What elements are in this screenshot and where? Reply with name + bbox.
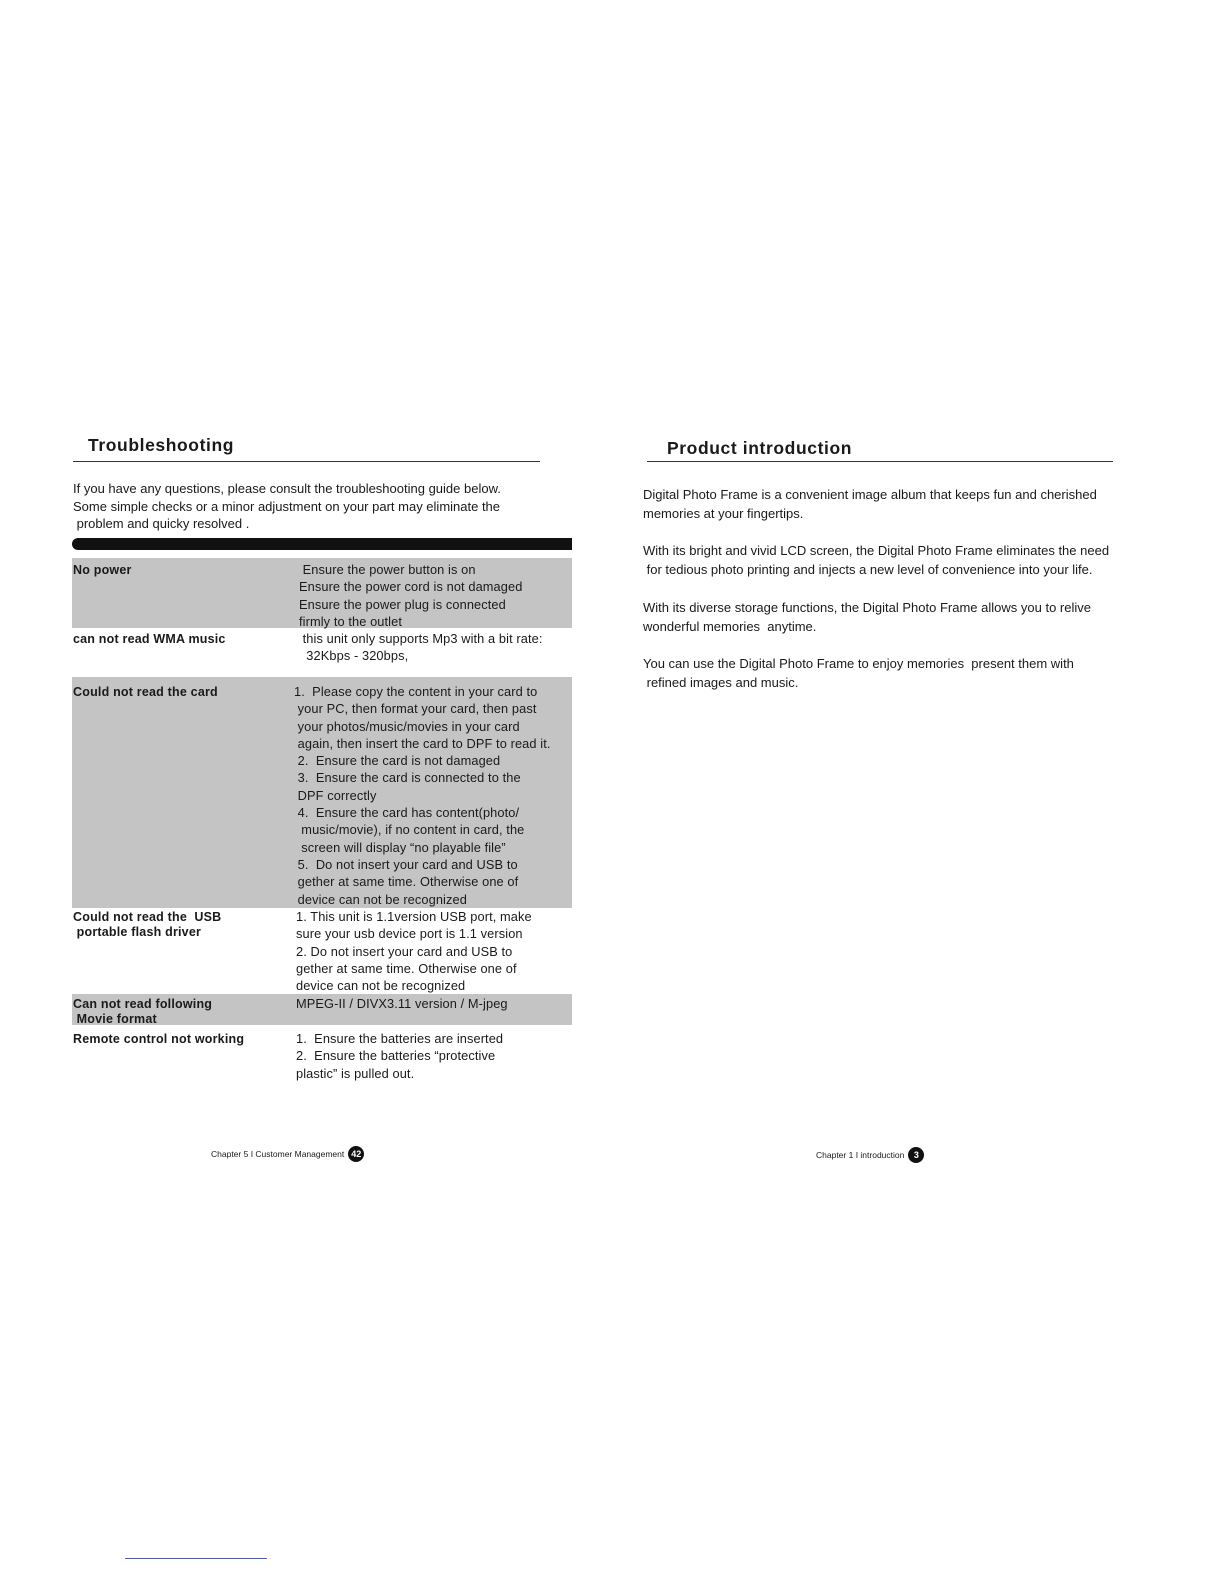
intro-paragraph — [643, 598, 1091, 636]
problem-cell — [73, 910, 221, 939]
page-number-badge: 3 — [908, 1147, 924, 1163]
page-footer-right — [816, 1147, 924, 1163]
problem-text: can not read WMA music — [73, 632, 226, 646]
paragraph-line: refined images and music. — [643, 675, 799, 690]
problem-text: Could not read the USB — [73, 910, 222, 924]
solution-line: 1. Please copy the content in your card to — [294, 684, 538, 699]
solution-line: 2. Ensure the batteries “protective — [296, 1048, 496, 1064]
solution-line: music/movie), if no content in card, the — [294, 822, 525, 838]
problem-cell — [73, 632, 226, 647]
problem-text: Can not read following — [73, 997, 213, 1011]
problem-cell — [73, 685, 218, 700]
intro-paragraph — [643, 654, 1074, 692]
solution-line: 1. Ensure the batteries are inserted — [296, 1031, 504, 1046]
problem-cell — [73, 997, 212, 1026]
title-underline — [647, 461, 1113, 462]
page-title-product-introduction: Product introduction — [667, 438, 853, 458]
troubleshooting-intro — [73, 480, 501, 533]
table-row — [72, 677, 572, 908]
paragraph-line: You can use the Digital Photo Frame to enjoy memories present them with — [643, 656, 1074, 671]
problem-cell — [73, 1032, 244, 1047]
solution-line: 2. Ensure the card is not damaged — [294, 753, 501, 769]
solution-line: Ensure the power cord is not damaged — [299, 579, 523, 595]
table-row — [72, 994, 572, 1025]
intro-line: problem and quicky resolved . — [73, 516, 250, 531]
paragraph-line: With its bright and vivid LCD screen, the Digital Photo Frame eliminates the need — [643, 543, 1110, 558]
table-row — [72, 1025, 572, 1085]
solution-line: this unit only supports Mp3 with a bit rate: — [299, 631, 543, 646]
solution-line: 1. This unit is 1.1version USB port, make — [296, 909, 532, 924]
intro-line: If you have any questions, please consult the troubleshooting guide below. — [73, 481, 501, 496]
solution-line: device can not be recognized — [296, 978, 466, 994]
solution-cell — [296, 995, 508, 1012]
table-row — [72, 628, 572, 677]
solution-line: firmly to the outlet — [299, 613, 402, 629]
footer-chapter-text: Chapter 1 I introduction — [816, 1150, 905, 1160]
solution-line: Ensure the power plug is connected — [299, 596, 506, 612]
problem-text: portable flash driver — [73, 924, 202, 939]
paragraph-line: for tedious photo printing and injects a new level of convenience into your life. — [643, 562, 1093, 577]
solution-line: 4. Ensure the card has content(photo/ — [294, 805, 520, 821]
solution-line: Ensure the power button is on — [299, 562, 476, 577]
solution-line: sure your usb device port is 1.1 version — [296, 926, 523, 942]
intro-paragraph — [643, 485, 1097, 523]
intro-line: Some simple checks or a minor adjustment on your part may eliminate the — [73, 498, 501, 514]
paragraph-line: Digital Photo Frame is a convenient image album that keeps fun and cherished — [643, 487, 1097, 502]
bottom-link-underline — [125, 1558, 267, 1559]
table-row — [72, 558, 572, 628]
paragraph-line: memories at your fingertips. — [643, 506, 804, 521]
solution-cell — [299, 630, 543, 665]
solution-cell — [299, 561, 522, 630]
solution-line: 3. Ensure the card is connected to the — [294, 770, 521, 786]
solution-line: again, then insert the card to DPF to read it. — [294, 735, 551, 751]
page-footer-left — [211, 1146, 364, 1162]
problem-cell — [73, 563, 132, 578]
solution-line: device can not be recognized — [294, 891, 467, 907]
solution-line: DPF correctly — [294, 787, 377, 803]
page-number-badge: 42 — [348, 1146, 364, 1162]
solution-line: MPEG-II / DIVX3.11 version / M-jpeg — [296, 996, 508, 1011]
intro-paragraph — [643, 541, 1109, 579]
solution-line: 2. Do not insert your card and USB to — [296, 943, 513, 959]
table-header-bar — [72, 538, 572, 550]
title-underline — [73, 461, 540, 462]
solution-line: gether at same time. Otherwise one of — [296, 960, 517, 976]
solution-line: plastic” is pulled out. — [296, 1065, 415, 1081]
solution-line: 32Kbps - 320bps, — [299, 648, 409, 664]
solution-cell — [296, 908, 532, 994]
page-title-troubleshooting: Troubleshooting — [88, 435, 235, 455]
problem-text: Could not read the card — [73, 685, 218, 699]
problem-text: Movie format — [73, 1011, 157, 1026]
solution-line: 5. Do not insert your card and USB to — [294, 856, 518, 872]
solution-line: screen will display “no playable file” — [294, 839, 506, 855]
problem-text: No power — [73, 563, 132, 577]
solution-line: your PC, then format your card, then past — [294, 701, 537, 717]
solution-cell — [294, 683, 551, 908]
solution-line: your photos/music/movies in your card — [294, 718, 520, 734]
paragraph-line: With its diverse storage functions, the Digital Photo Frame allows you to relive — [643, 600, 1091, 615]
footer-chapter-text: Chapter 5 I Customer Management — [211, 1149, 345, 1159]
solution-line: gether at same time. Otherwise one of — [294, 874, 519, 890]
problem-text: Remote control not working — [73, 1032, 245, 1046]
solution-cell — [296, 1030, 503, 1082]
table-row — [72, 908, 572, 994]
paragraph-line: wonderful memories anytime. — [643, 619, 817, 634]
